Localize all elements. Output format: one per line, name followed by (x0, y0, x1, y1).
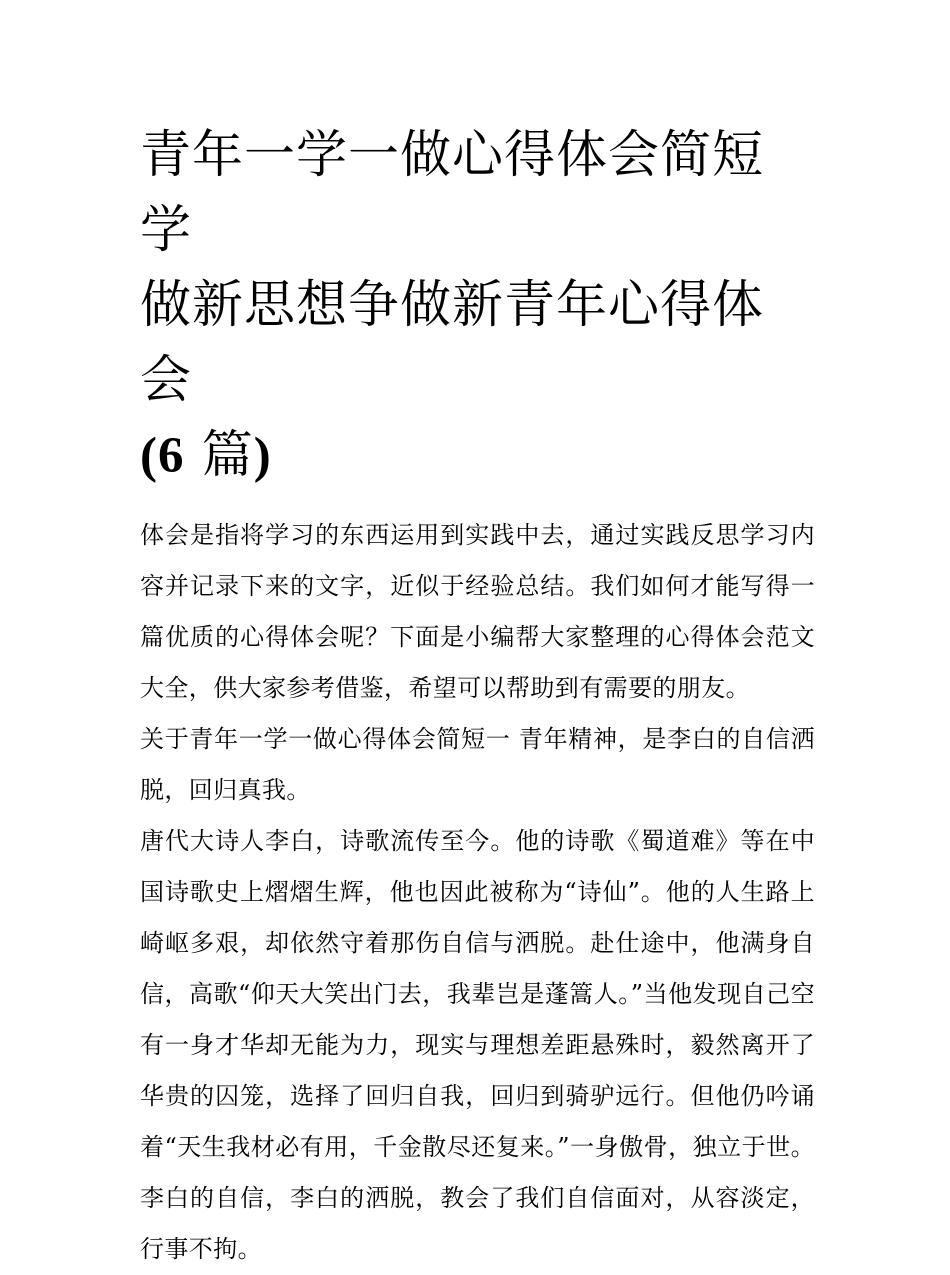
title-count-close: ) (253, 428, 272, 484)
title-count-open: (6 (140, 428, 185, 484)
document-title (140, 118, 815, 494)
li-bai-paragraph: 唐代大诗人李白，诗歌流传至今。他的诗歌《蜀道难》等在中国诗歌史上熠熠生辉，他也因此被称为“诗仙”。他的人生路上崎岖多艰，却依然守着那伤自信与洒脱。赴仕途中，他满身自信，高歌“仰天大笑出门去，我辈岂是蓬篙人。”当他发现自己空有一身才华却无能为力，现实与理想差距悬殊时，毅然离开了华贵的囚笼，选择了回归自我，回归到骑驴远行。但他仍吟诵着“天生我材必有用，千金散尽还复来。”一身傲骨，独立于世。李白的自信，李白的洒脱，教会了我们自信面对，从容淡定，行事不拘。 (140, 827, 815, 1263)
title-line-1: 青年一学一做心得体会简短 学 (140, 126, 765, 260)
title-line-2: 做新思想争做新青年心得体会 (140, 276, 765, 410)
document-body (140, 118, 815, 1275)
section-heading-paragraph: 关于青年一学一做心得体会简短一 青年精神，是李白的自信洒脱，回归真我。 (140, 725, 815, 804)
title-count-word: 篇 (201, 426, 254, 485)
intro-paragraph: 体会是指将学习的东西运用到实践中去，通过实践反思学习内容并记录下来的文字，近似于经验总结。我们如何才能写得一篇优质的心得体会呢？下面是小编帮大家整理的心得体会范文大全，供大家参考借鉴，希望可以帮助到有需要的朋友。 (140, 521, 815, 702)
